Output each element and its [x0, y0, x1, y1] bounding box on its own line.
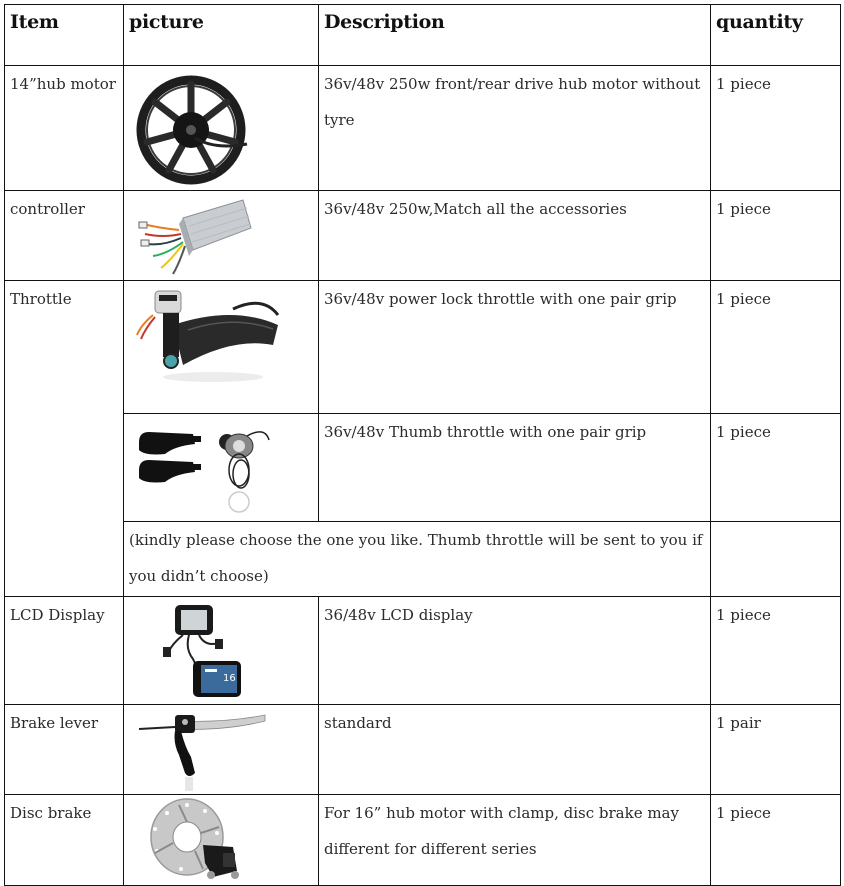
picture-cell [124, 414, 319, 522]
table-row-lcd-display [5, 597, 841, 705]
controller-box-image [133, 194, 263, 278]
table-row-disc-brake [5, 795, 841, 886]
parts-list-table [4, 4, 841, 886]
header-row [5, 5, 841, 66]
description-cell: 36v/48v power lock throttle with one pair grip [319, 281, 711, 414]
table-row-throttle-thumb [5, 414, 841, 522]
header-description: Description [319, 5, 711, 66]
description-cell: standard [319, 705, 711, 795]
header-picture: picture [124, 5, 319, 66]
picture-cell [124, 705, 319, 795]
thumb-throttle-image [135, 420, 285, 520]
quantity-cell: 1 piece [711, 281, 841, 414]
table-row-throttle-note [5, 522, 841, 597]
quantity-cell: 1 piece [711, 191, 841, 281]
item-cell: 14”hub motor [5, 66, 124, 191]
throttle-choice-note: (kindly please choose the one you like. Thumb throttle will be sent to you if you didn’t choose) [124, 522, 711, 597]
table-row-hub-motor [5, 66, 841, 191]
picture-cell [124, 191, 319, 281]
picture-cell [124, 795, 319, 886]
table-row-controller [5, 191, 841, 281]
item-cell: controller [5, 191, 124, 281]
item-cell: Brake lever [5, 705, 124, 795]
svg-text:16: 16 [223, 673, 236, 684]
quantity-cell: 1 piece [711, 597, 841, 705]
picture-cell [124, 597, 319, 705]
quantity-cell: 1 piece [711, 414, 841, 522]
description-cell: 36v/48v 250w front/rear drive hub motor without tyre [319, 66, 711, 191]
item-cell: LCD Display [5, 597, 124, 705]
item-cell: Disc brake [5, 795, 124, 886]
table-row-brake-lever [5, 705, 841, 795]
quantity-cell: 1 pair [711, 705, 841, 795]
item-cell-throttle: Throttle [5, 281, 124, 597]
quantity-cell: 1 piece [711, 66, 841, 191]
quantity-cell-empty [711, 522, 841, 597]
description-cell: 36v/48v Thumb throttle with one pair grip [319, 414, 711, 522]
header-quantity: quantity [711, 5, 841, 66]
disc-brake-image [143, 797, 273, 885]
header-item: Item [5, 5, 124, 66]
description-cell: For 16” hub motor with clamp, disc brake may different for different series [319, 795, 711, 886]
description-cell: 36v/48v 250w,Match all the accessories [319, 191, 711, 281]
description-cell: 36/48v LCD display [319, 597, 711, 705]
quantity-cell: 1 piece [711, 795, 841, 886]
brake-lever-image [135, 707, 275, 793]
power-lock-throttle-image [133, 285, 283, 385]
table-row-throttle-power-lock [5, 281, 841, 414]
lcd-display-image [159, 599, 279, 703]
picture-cell [124, 281, 319, 414]
picture-cell [124, 66, 319, 191]
hub-motor-wheel-image [135, 70, 255, 188]
